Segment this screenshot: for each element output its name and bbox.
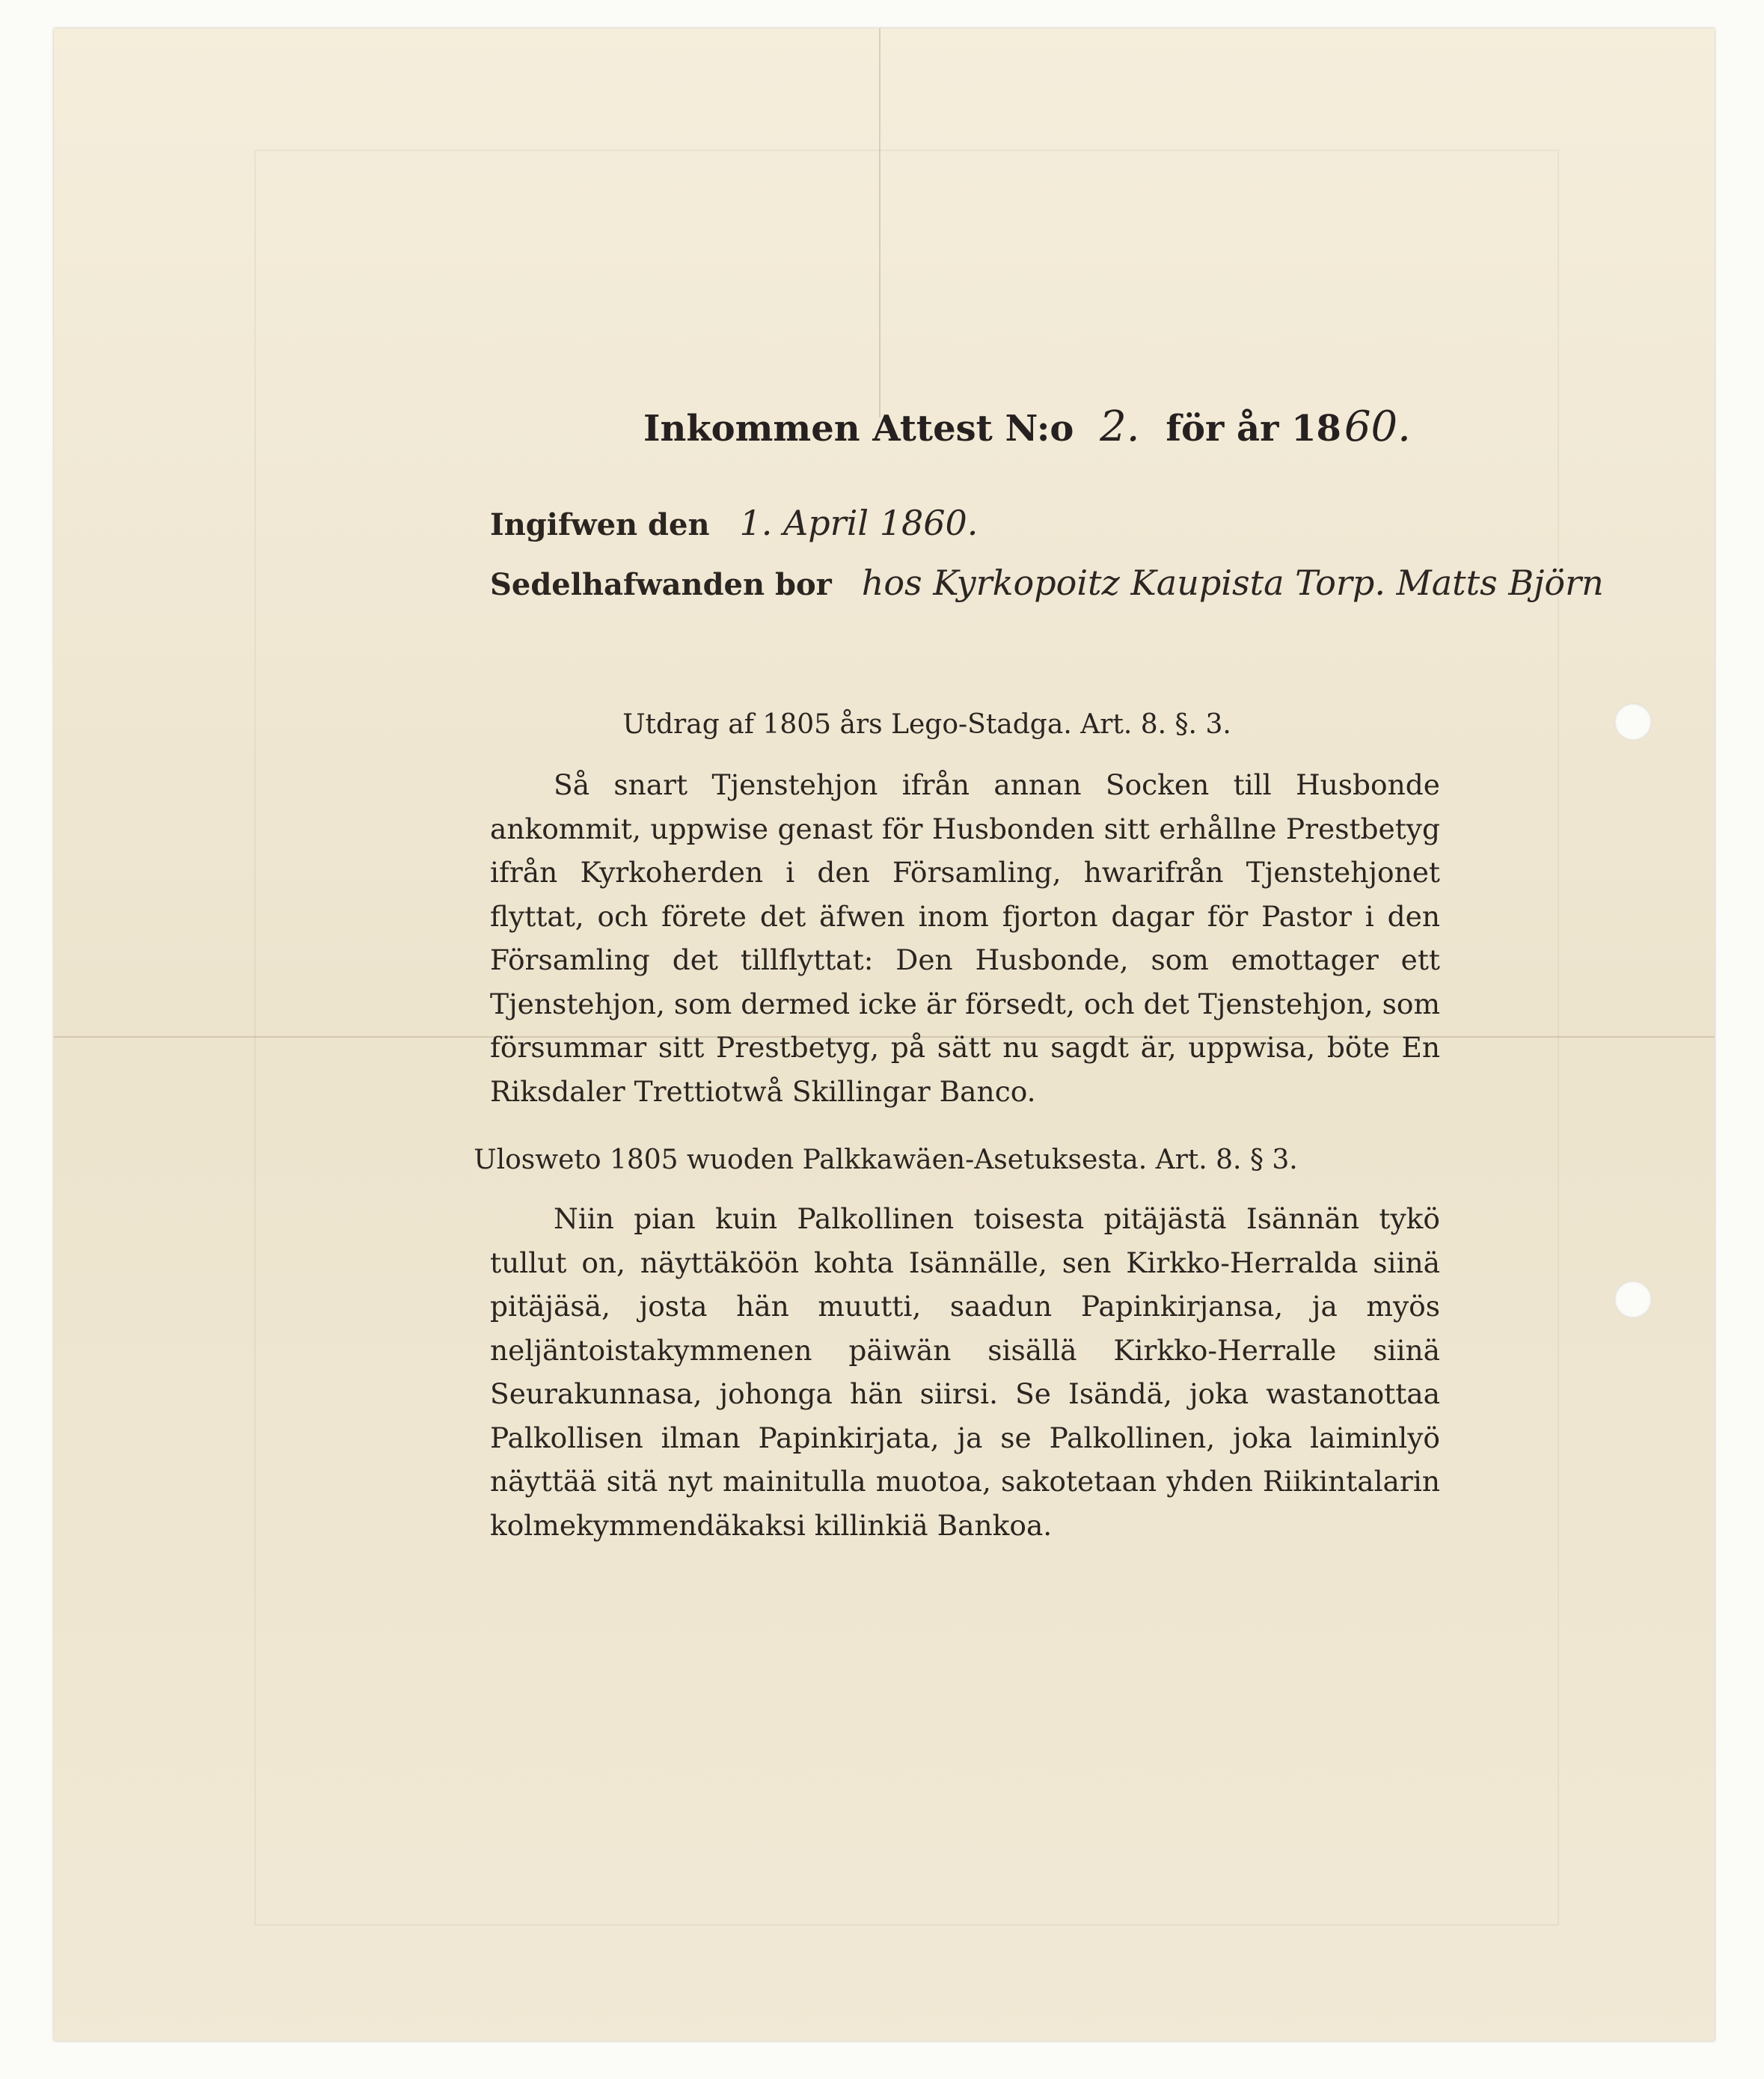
attest-number: 2. — [1100, 402, 1140, 451]
finnish-section-text: Niin pian kuin Palkollinen toisesta pitäjästä Isännän tykö tullut on, näyttäköön kohta Isännälle, sen Kirkko-Herralda siinä pitäjäsä, josta hän muutti, saadun Papinkirjansa, ja myös neljäntoistakymmenen päiwän sisällä Kirkko-Herralle siinä Seurakunnasa, johonga hän siirsi. Se Isändä, joka wastanottaa Palkollisen ilman Papinkirjata, ja se Palkollinen, joka laiminlyö näyttää sitä nyt mainitulla muotoa, sakotetaan yhden Riikintalarin kolmekymmendäkaksi killinkiä Bankoa. — [490, 1202, 1440, 1542]
title-prefix: Inkommen Attest N:o — [643, 408, 1074, 450]
year-suffix: 60. — [1344, 402, 1411, 451]
swedish-section-heading: Utdrag af 1805 års Lego-Stadga. Art. 8. §. 3. — [622, 709, 1231, 740]
swedish-section-text: Så snart Tjenstehjon ifrån annan Socken till Husbonde ankommit, uppwise genast för Husbonden sitt erhållne Prestbetyg ifrån Kyrkoherden i den Församling, hwarifrån Tjenstehjonet flyttat, och förete det äfwen inom fjorton dagar för Pastor i den Församling det tillflyttat: Den Husbonde, som emottager ett Tjenstehjon, som dermed icke är försedt, och det Tjenstehjon, som försummar sitt Prestbetyg, på sätt nu sagdt är, uppwisa, böte En Riksdaler Trettiotwå Skillingar Banco. — [490, 768, 1440, 1108]
vertical-fold-line — [879, 28, 881, 417]
residence-value: hos Kyrkopoitz Kaupista Torp. Matts Björn — [861, 563, 1604, 603]
submitted-value: 1. April 1860. — [739, 503, 979, 543]
residence-row — [490, 563, 1604, 603]
submitted-label: Ingifwen den — [490, 507, 710, 542]
punch-hole-lower — [1614, 1281, 1652, 1318]
finnish-section-heading: Ulosweto 1805 wuoden Palkkawäen-Asetuksesta. Art. 8. § 3. — [474, 1145, 1298, 1175]
document-title — [643, 402, 1411, 451]
submitted-date-row — [490, 503, 978, 543]
title-middle: för år 18 — [1166, 408, 1341, 450]
residence-label: Sedelhafwanden bor — [490, 567, 832, 602]
